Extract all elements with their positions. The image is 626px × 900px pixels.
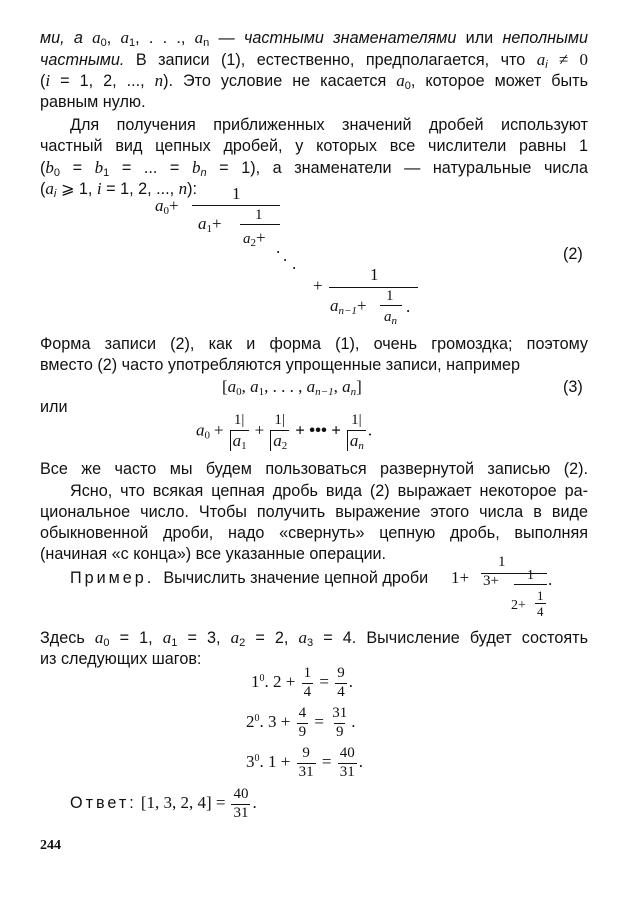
equation-number: (2): [563, 245, 583, 263]
formula-term: $a_{n-1}+$: [330, 296, 367, 317]
formula-dots: .: [283, 246, 291, 265]
text-line: Ясно, что всякая цепная дробь вида (2) выражает некоторое ра-: [70, 482, 588, 500]
formula-plus: +: [313, 276, 323, 295]
formula-term: 1+: [451, 568, 470, 587]
fraction-bar: [240, 224, 280, 225]
text-line: обыкновенной дроби, надо «свернуть» цепную дробь, выполняя: [40, 524, 588, 542]
fraction-bar: [514, 584, 547, 585]
text-line: Здесь $a_0 = 1$, $a_1 = 3$, $a_2 = 2$, $a_3 = 4$. Вычисление будет состоять: [40, 628, 589, 649]
calculation-step: $1^0$. 2 + $\frac{1}{4}$ = $\frac{9}{4}$ .: [251, 664, 353, 700]
text-line: частный вид цепных дробей, у которых все числители равны 1: [40, 137, 588, 155]
formula-numerator: 1: [498, 554, 506, 570]
text-line: Форма записи (2), как и форма (1), очень громоздка; поэтому: [40, 335, 588, 353]
formula-term: 3+: [483, 573, 499, 589]
example-line: Пример. Вычислить значение цепной дроби: [70, 569, 429, 587]
formula-numerator: 1: [386, 288, 394, 304]
formula-term: $a_n$: [384, 309, 397, 327]
formula-compact-notation: $a_0$ + $\frac{1|}{a_1}$ + $\frac{1|}{a_2}$ + ••• + $\frac{1|}{a_n}$ .: [196, 412, 373, 452]
formula-term: $a_1+$: [198, 214, 222, 235]
fraction-bar: [192, 205, 280, 206]
formula-bracket-notation: [$a_0$, $a_1$, . . . , $a_{n-1}$, $a_n$]: [222, 377, 362, 398]
formula-term: $a_0+$: [155, 196, 179, 217]
formula-numerator: 1: [527, 568, 534, 583]
fraction-bar: [329, 287, 418, 288]
text-line: из следующих шагов:: [40, 650, 202, 668]
calculation-step: $3^0$. 1 + $\frac{9}{31}$ = $\frac{40}{31}$ .: [246, 744, 363, 780]
text-line: Все же часто мы будем пользоваться развернутой записью (2).: [40, 460, 588, 478]
formula-numerator: 1: [537, 588, 544, 603]
text-line: частными. В записи (1), естественно, предполагается, что $a_i \ne 0$: [40, 50, 588, 71]
formula-term: 2+: [511, 598, 526, 613]
formula-term: $a_2+$: [243, 228, 266, 249]
page-number: 244: [40, 838, 61, 853]
formula-numerator: 1: [370, 265, 379, 284]
fraction-bar: [380, 305, 402, 306]
formula-denominator: 4: [537, 604, 544, 619]
partial-quotient: $\frac{1|}{a_n}$: [347, 413, 366, 451]
partial-quotient: $\frac{1|}{a_1}$: [230, 413, 249, 451]
text-line: ($b_0 = b_1$ = ... = $b_n = 1$), а знаменатели — натуральные числа: [40, 158, 589, 179]
text-line: (начиная «с конца») все указанные операции.: [40, 545, 387, 563]
text-line: ми, а $a_0$, $a_1$, . . ., $a_n$ — частными знаменателями или неполными: [40, 28, 588, 49]
text-line: ($a_i$ ⩾ 1, i = 1, 2, ..., n):: [40, 179, 197, 200]
answer-line: Ответ: [1, 3, 2, 4] = $\frac{40}{31}$ .: [70, 786, 257, 821]
example-label: Пример.: [70, 569, 155, 587]
formula-numerator: 1: [255, 207, 263, 223]
formula-period: .: [406, 297, 411, 316]
answer-label: Ответ:: [70, 794, 137, 812]
formula-numerator: 1: [232, 184, 241, 203]
formula-period: .: [548, 570, 553, 589]
text-line: циональное число. Чтобы получить выражение этого числа в виде: [40, 503, 588, 521]
text-line: (i = 1, 2, ..., n). Это условие не касается $a_0$, которое может быть: [40, 71, 589, 92]
equation-number: (3): [563, 378, 583, 396]
text-line: равным нулю.: [40, 93, 146, 111]
partial-quotient: $\frac{1|}{a_2}$: [270, 413, 289, 451]
text-line: вместо (2) часто употребляются упрощенные записи, например: [40, 356, 521, 374]
formula-dots: .: [276, 238, 284, 257]
text-line: или: [40, 398, 68, 416]
formula-dots: .: [292, 254, 300, 273]
calculation-step: $2^0$. 3 + $\frac{4}{9}$ = $\frac{31}{9}$ .: [246, 704, 356, 740]
text-line: Для получения приближенных значений дробей используют: [70, 116, 588, 134]
